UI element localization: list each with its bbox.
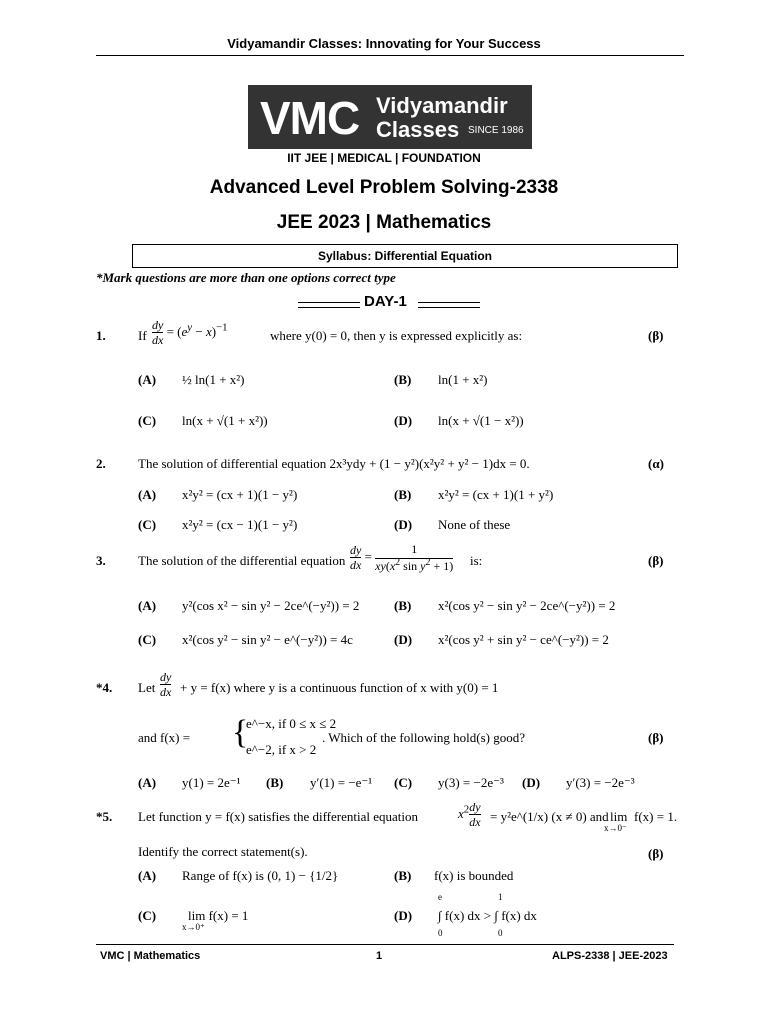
page-subtitle: JEE 2023 | Mathematics bbox=[276, 212, 492, 233]
q5-opt-b: f(x) is bounded bbox=[434, 868, 514, 883]
q1-opt-d-label: (D) bbox=[394, 413, 413, 428]
q4-opt-a: y(1) = 2e⁻¹ bbox=[182, 775, 241, 790]
q4-opt-d: y′(3) = −2e⁻³ bbox=[566, 775, 635, 790]
q3-answer-type: (β) bbox=[648, 553, 664, 568]
q5-identify: Identify the correct statement(s). bbox=[138, 844, 308, 859]
q5-opt-c-sub: x→0⁺ bbox=[182, 922, 205, 932]
q1-opt-d: ln(x + √(1 − x²)) bbox=[438, 413, 524, 428]
q4-derivative: $\frac{dy}{dx}$ bbox=[160, 670, 172, 699]
day-rule-right bbox=[418, 302, 480, 308]
q3-opt-d: x²(cos y² + sin y² − ce^(−y²)) = 2 bbox=[438, 632, 609, 647]
q4-case1: e^−x, if 0 ≤ x ≤ 2 bbox=[246, 716, 337, 731]
q1-number: 1. bbox=[96, 328, 106, 343]
q4-opt-d-label: (D) bbox=[522, 775, 541, 790]
logo-name-line2: Classes bbox=[376, 117, 460, 142]
header-rule bbox=[96, 55, 684, 56]
q3-opt-b-label: (B) bbox=[394, 598, 412, 613]
q5-opt-d: ∫ f(x) dx > ∫ f(x) dx bbox=[438, 908, 537, 923]
q5-opt-d-upper2: 1 bbox=[498, 892, 503, 902]
footer-right: ALPS-2338 | JEE-2023 bbox=[552, 950, 668, 962]
q3-number: 3. bbox=[96, 553, 106, 568]
footer-rule bbox=[96, 944, 674, 945]
q1-opt-a-label: (A) bbox=[138, 372, 157, 387]
q5-equation-rhs: = y²e^(1/x) (x ≠ 0) and bbox=[490, 809, 609, 824]
logo-tagline: IIT JEE | MEDICAL | FOUNDATION bbox=[287, 151, 481, 165]
q4-text: + y = f(x) where y is a continuous function of x with y(0) = 1 bbox=[180, 680, 499, 695]
q4-opt-c: y(3) = −2e⁻³ bbox=[438, 775, 504, 790]
q3-equation: $\frac{dy}{dx} = 1$ $xy(x^2$ $\sin y^2 + 1$) bbox=[350, 542, 454, 573]
footer-page-number: 1 bbox=[376, 950, 383, 962]
q4-answer-type: (β) bbox=[648, 730, 664, 745]
q2-opt-a-label: (A) bbox=[138, 487, 157, 502]
q1-opt-b: ln(1 + x²) bbox=[438, 372, 488, 387]
q4-opt-b: y′(1) = −e⁻¹ bbox=[310, 775, 373, 790]
q3-text-is: is: bbox=[470, 553, 483, 568]
q1-answer-type: (β) bbox=[648, 328, 664, 343]
q3-text: The solution of the differential equation bbox=[138, 553, 346, 568]
q1-text: where y(0) = 0, then y is expressed explicitly as: bbox=[270, 328, 523, 343]
q5-opt-c: lim f(x) = 1 bbox=[188, 908, 249, 923]
day-rule-left bbox=[298, 302, 360, 308]
q2-opt-a: x²y² = (cx + 1)(1 − y²) bbox=[182, 487, 298, 502]
q5-lim: lim bbox=[610, 809, 628, 824]
q4-opt-b-label: (B) bbox=[266, 775, 284, 790]
q2-opt-d-label: (D) bbox=[394, 517, 413, 532]
syllabus-box: Syllabus: Differential Equation bbox=[132, 244, 678, 268]
q1-opt-c-label: (C) bbox=[138, 413, 157, 428]
vmc-logo bbox=[248, 85, 532, 149]
q2-answer-type: (α) bbox=[648, 456, 664, 471]
q2-opt-c: x²y² = (cx − 1)(1 − y²) bbox=[182, 517, 298, 532]
q5-opt-d-lower1: 0 bbox=[438, 928, 443, 938]
q5-opt-c-label: (C) bbox=[138, 908, 157, 923]
q5-number: *5. bbox=[96, 809, 113, 824]
q2-number: 2. bbox=[96, 456, 106, 471]
q4-number: *4. bbox=[96, 680, 113, 695]
q3-opt-b: x²(cos y² − sin y² − 2ce^(−y²)) = 2 bbox=[438, 598, 616, 613]
q4-text-let: Let bbox=[138, 680, 156, 695]
q5-equation: $x^2\frac{dy}{dx}$ bbox=[458, 800, 481, 829]
q1-opt-a: ½ ln(1 + x²) bbox=[182, 372, 245, 387]
q3-opt-a-label: (A) bbox=[138, 598, 157, 613]
logo-mark: VMC bbox=[260, 92, 360, 144]
q3-opt-a: y²(cos x² − sin y² − 2ce^(−y²)) = 2 bbox=[182, 598, 360, 613]
q5-opt-d-lower2: 0 bbox=[498, 928, 503, 938]
q2-opt-b: x²y² = (cx + 1)(1 + y²) bbox=[438, 487, 554, 502]
q2-opt-c-label: (C) bbox=[138, 517, 157, 532]
q1-opt-b-label: (B) bbox=[394, 372, 412, 387]
q5-opt-b-label: (B) bbox=[394, 868, 412, 883]
q3-opt-c-label: (C) bbox=[138, 632, 157, 647]
instruction-note: *Mark questions are more than one options correct type bbox=[96, 270, 396, 285]
page-title: Advanced Level Problem Solving-2338 bbox=[209, 177, 559, 198]
q5-lim-sub: x→0⁻ bbox=[604, 823, 627, 833]
footer-left: VMC | Mathematics bbox=[100, 950, 201, 962]
q5-lim-value: f(x) = 1. bbox=[634, 809, 678, 824]
q5-text: Let function y = f(x) satisfies the differential equation bbox=[138, 809, 419, 824]
day-label: DAY-1 bbox=[364, 293, 407, 310]
q5-answer-type: (β) bbox=[648, 846, 664, 861]
q3-opt-c: x²(cos y² − sin y² − e^(−y²)) = 4c bbox=[182, 632, 353, 647]
q2-text: The solution of differential equation 2x³ydy + (1 − y²)(x²y² + y² − 1)dx = 0. bbox=[138, 456, 530, 471]
q2-opt-d: None of these bbox=[438, 517, 511, 532]
q1-text-if: If bbox=[138, 328, 147, 343]
q4-opt-a-label: (A) bbox=[138, 775, 157, 790]
q5-opt-d-upper1: e bbox=[438, 892, 442, 902]
q5-opt-d-label: (D) bbox=[394, 908, 413, 923]
q5-opt-a: Range of f(x) is (0, 1) − {1/2} bbox=[182, 868, 339, 883]
q2-opt-b-label: (B) bbox=[394, 487, 412, 502]
header-title: Vidyamandir Classes: Innovating for Your Success bbox=[227, 36, 541, 51]
q4-text-and: and f(x) = bbox=[138, 730, 191, 745]
q5-opt-a-label: (A) bbox=[138, 868, 157, 883]
q4-brace: { bbox=[232, 714, 249, 751]
logo-since: SINCE 1986 bbox=[468, 125, 524, 136]
q4-case2: e^−2, if x > 2 bbox=[246, 742, 317, 757]
q4-text-which: . Which of the following hold(s) good? bbox=[322, 730, 526, 745]
q4-opt-c-label: (C) bbox=[394, 775, 413, 790]
q1-equation: $\frac{dy}{dx} = (e^y - x)^{-1}$ bbox=[152, 318, 228, 347]
q3-opt-d-label: (D) bbox=[394, 632, 413, 647]
q1-opt-c: ln(x + √(1 + x²)) bbox=[182, 413, 268, 428]
logo-name-line1: Vidyamandir bbox=[376, 93, 508, 118]
